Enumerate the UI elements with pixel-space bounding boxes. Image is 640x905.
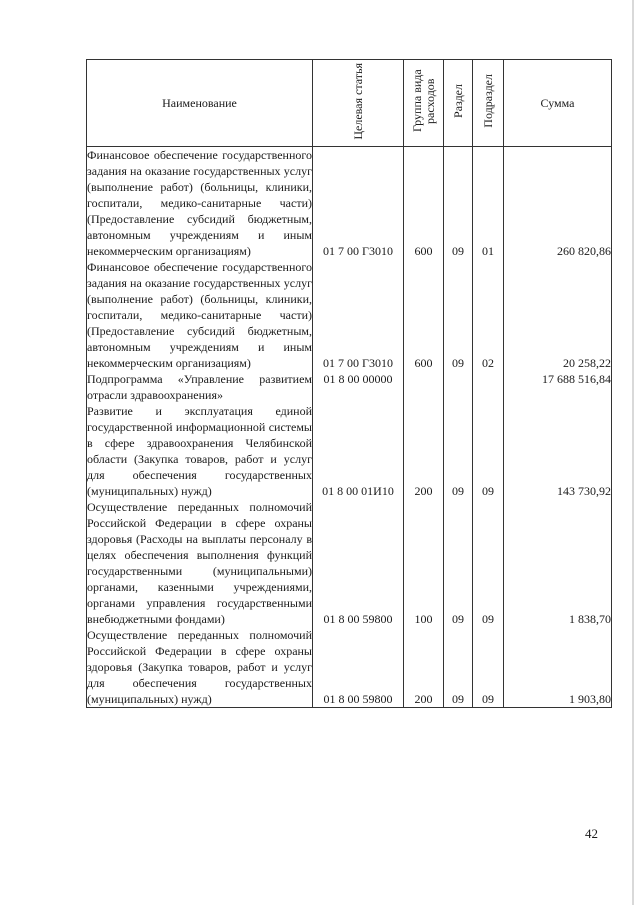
row-group: 600 xyxy=(404,147,444,260)
page-number: 42 xyxy=(585,826,598,841)
row-subsection: 01 xyxy=(473,147,504,260)
table-row xyxy=(87,403,612,499)
row-group: 200 xyxy=(404,627,444,708)
row-amount: 17 688 516,84 xyxy=(504,371,612,403)
row-name: Финансовое обеспечение государственного задания на оказание государственных услуг (выполнение работ) (больницы, клиники, госпитали, медико-санитарные части) (Предоставление субсидий бюджетным, автономным учреждениям и иным некоммерческим организациям) xyxy=(87,260,312,370)
table-row xyxy=(87,259,612,371)
row-name: Осуществление переданных полномочий Российской Федерации в сфере охраны здоровья (Расходы на выплаты персоналу в целях обеспечения выполнения функций государственными (муниципальными) органами, казенными учреждениями, органами управления государственными внебюджетными фондами) xyxy=(87,500,312,626)
row-code: 01 7 00 Г3010 xyxy=(313,147,404,260)
row-group: 600 xyxy=(404,259,444,371)
table-row xyxy=(87,499,612,627)
row-amount: 20 258,22 xyxy=(504,259,612,371)
header-target-article: Целевая статья xyxy=(313,60,404,147)
row-amount: 260 820,86 xyxy=(504,147,612,260)
scan-edge-line xyxy=(632,0,634,905)
row-amount: 1 838,70 xyxy=(504,499,612,627)
row-section: 09 xyxy=(444,403,473,499)
header-section: Раздел xyxy=(444,60,473,147)
row-subsection: 09 xyxy=(473,499,504,627)
table-row xyxy=(87,147,612,260)
row-group xyxy=(404,371,444,403)
row-amount: 1 903,80 xyxy=(504,627,612,708)
row-name: Подпрограмма «Управление развитием отрасли здравоохранения» xyxy=(87,372,312,402)
header-amount: Сумма xyxy=(504,60,612,147)
row-section: 09 xyxy=(444,499,473,627)
row-section: 09 xyxy=(444,147,473,260)
row-code: 01 8 00 01И10 xyxy=(313,403,404,499)
row-amount: 143 730,92 xyxy=(504,403,612,499)
row-subsection: 09 xyxy=(473,403,504,499)
row-name: Финансовое обеспечение государственного задания на оказание государственных услуг (выполнение работ) (больницы, клиники, госпитали, медико-санитарные части) (Предоставление субсидий бюджетным, автономным учреждениям и иным некоммерческим организациям) xyxy=(87,148,312,258)
row-code: 01 7 00 Г3010 xyxy=(313,259,404,371)
row-subsection: 09 xyxy=(473,627,504,708)
row-section: 09 xyxy=(444,259,473,371)
row-group: 200 xyxy=(404,403,444,499)
row-group: 100 xyxy=(404,499,444,627)
table-row xyxy=(87,627,612,708)
row-subsection xyxy=(473,371,504,403)
row-section: 09 xyxy=(444,627,473,708)
table-header-row xyxy=(87,60,612,147)
row-section xyxy=(444,371,473,403)
budget-table xyxy=(86,59,612,708)
header-expense-group: Группа вида расходов xyxy=(404,60,444,147)
header-subsection: Подраздел xyxy=(473,60,504,147)
header-name: Наименование xyxy=(87,60,313,147)
row-name: Развитие и эксплуатация единой государственной информационной системы в сфере здравоохранения Челябинской области (Закупка товаров, работ и услуг для обеспечения государственных (муниципальных) нужд) xyxy=(87,404,312,498)
row-code: 01 8 00 00000 xyxy=(313,371,404,403)
row-subsection: 02 xyxy=(473,259,504,371)
table-row xyxy=(87,371,612,403)
row-code: 01 8 00 59800 xyxy=(313,499,404,627)
row-code: 01 8 00 59800 xyxy=(313,627,404,708)
row-name: Осуществление переданных полномочий Российской Федерации в сфере охраны здоровья (Закупка товаров, работ и услуг для обеспечения государственных (муниципальных) нужд) xyxy=(87,628,312,706)
